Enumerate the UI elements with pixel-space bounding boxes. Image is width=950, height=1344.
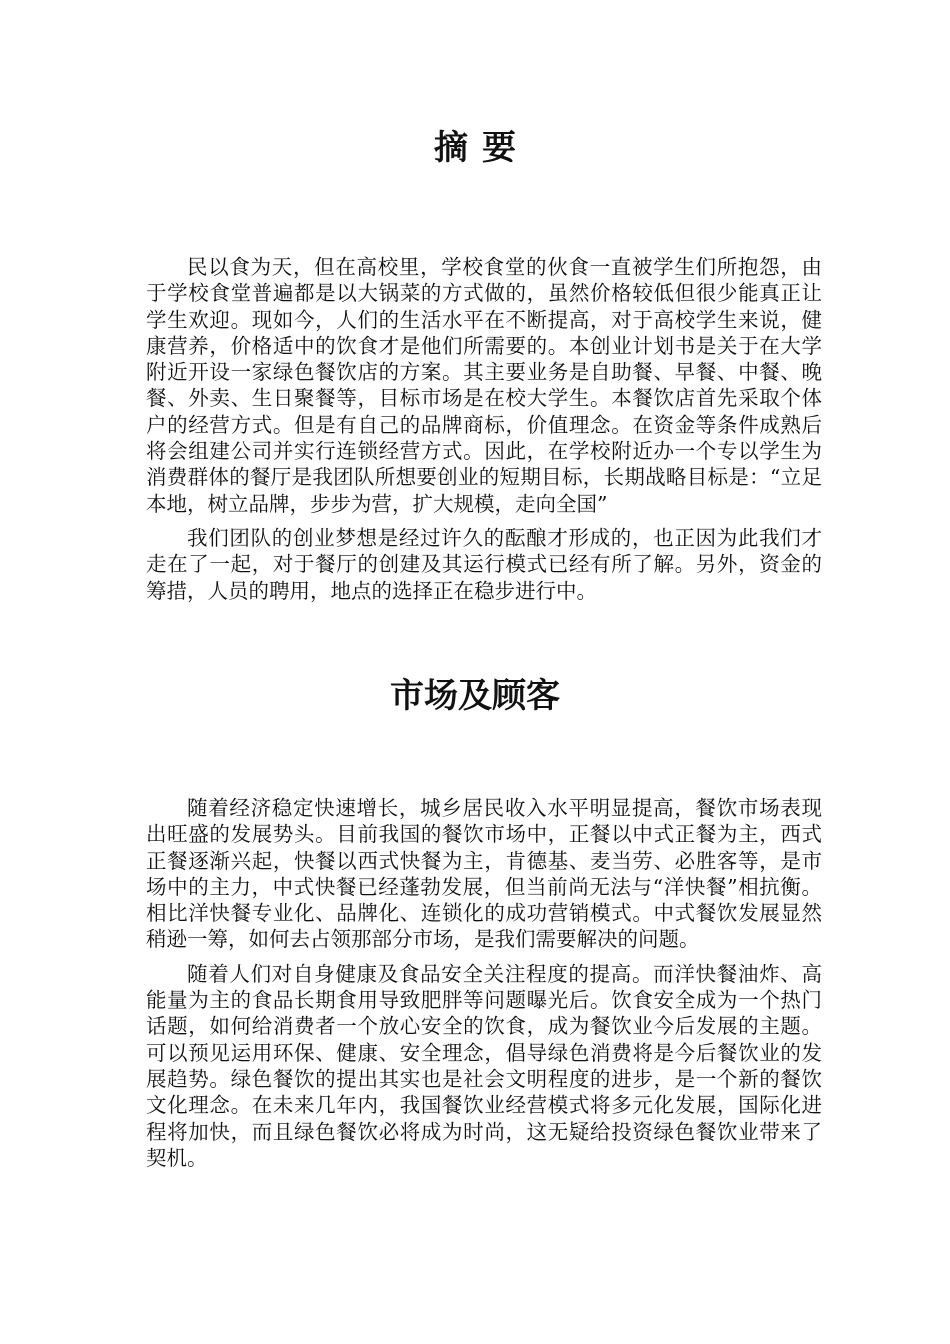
abstract-paragraph-1: 民以食为天，但在高校里，学校食堂的伙食一直被学生们所抱怨，由于学校食堂普遍都是以大锅菜的方式做的，虽然价格较低但很少能真正让学生欢迎。现如今，人们的生活水平在不断提高，对于高校学生来说，健康营养，价格适中的饮食才是他们所需要的。本创业计划书是关于在大学附近开设一家绿色餐饮店的方案。其主要业务是自助餐、早餐、中餐、晚餐、外卖、生日聚餐等，目标市场是在校大学生。本餐饮店首先采取个体户的经营方式。但是有自己的品牌商标，价值理念。在资金等条件成熟后将会组建公司并实行连锁经营方式。因此，在学校附近办一个专以学生为消费群体的餐厅是我团队所想要创业的短期目标，长期战略目标是：“立足本地，树立品牌，步步为营，扩大规模，走向全国” (146, 255, 822, 516)
abstract-paragraph-2: 我们团队的创业梦想是经过许久的酝酿才形成的，也正因为此我们才走在了一起，对于餐厅的创建及其运行模式已经有所了解。另外，资金的筹措，人员的聘用，地点的选择正在稳步进行中。 (146, 525, 822, 603)
abstract-title: 摘要 (434, 128, 530, 168)
market-body (146, 795, 822, 1171)
market-paragraph-1: 随着经济稳定快速增长，城乡居民收入水平明显提高，餐饮市场表现出旺盛的发展势头。目前我国的餐饮市场中，正餐以中式正餐为主，西式正餐逐渐兴起，快餐以西式快餐为主，肯德基、麦当劳、必胜客等，是市场中的主力，中式快餐已经蓬勃发展，但当前尚无法与“洋快餐”相抗衡。相比洋快餐专业化、品牌化、连锁化的成功营销模式。中式餐饮发展显然稍逊一筹，如何去占领那部分市场，是我们需要解决的问题。 (146, 796, 822, 952)
market-title: 市场及顾客 (390, 676, 560, 716)
market-paragraph-2: 随着人们对自身健康及食品安全关注程度的提高。而洋快餐油炸、高能量为主的食品长期食用导致肥胖等问题曝光后。饮食安全成为一个热门话题，如何给消费者一个放心安全的饮食，成为餐饮业今后发展的主题。可以预见运用环保、健康、安全理念，倡导绿色消费将是今后餐饮业的发展趋势。绿色餐饮的提出其实也是社会文明程度的进步，是一个新的餐饮文化理念。在未来几年内，我国餐饮业经营模式将多元化发展，国际化进程将加快，而且绿色餐饮必将成为时尚，这无疑给投资绿色餐饮业带来了契机。 (146, 961, 822, 1170)
abstract-body (146, 254, 822, 604)
